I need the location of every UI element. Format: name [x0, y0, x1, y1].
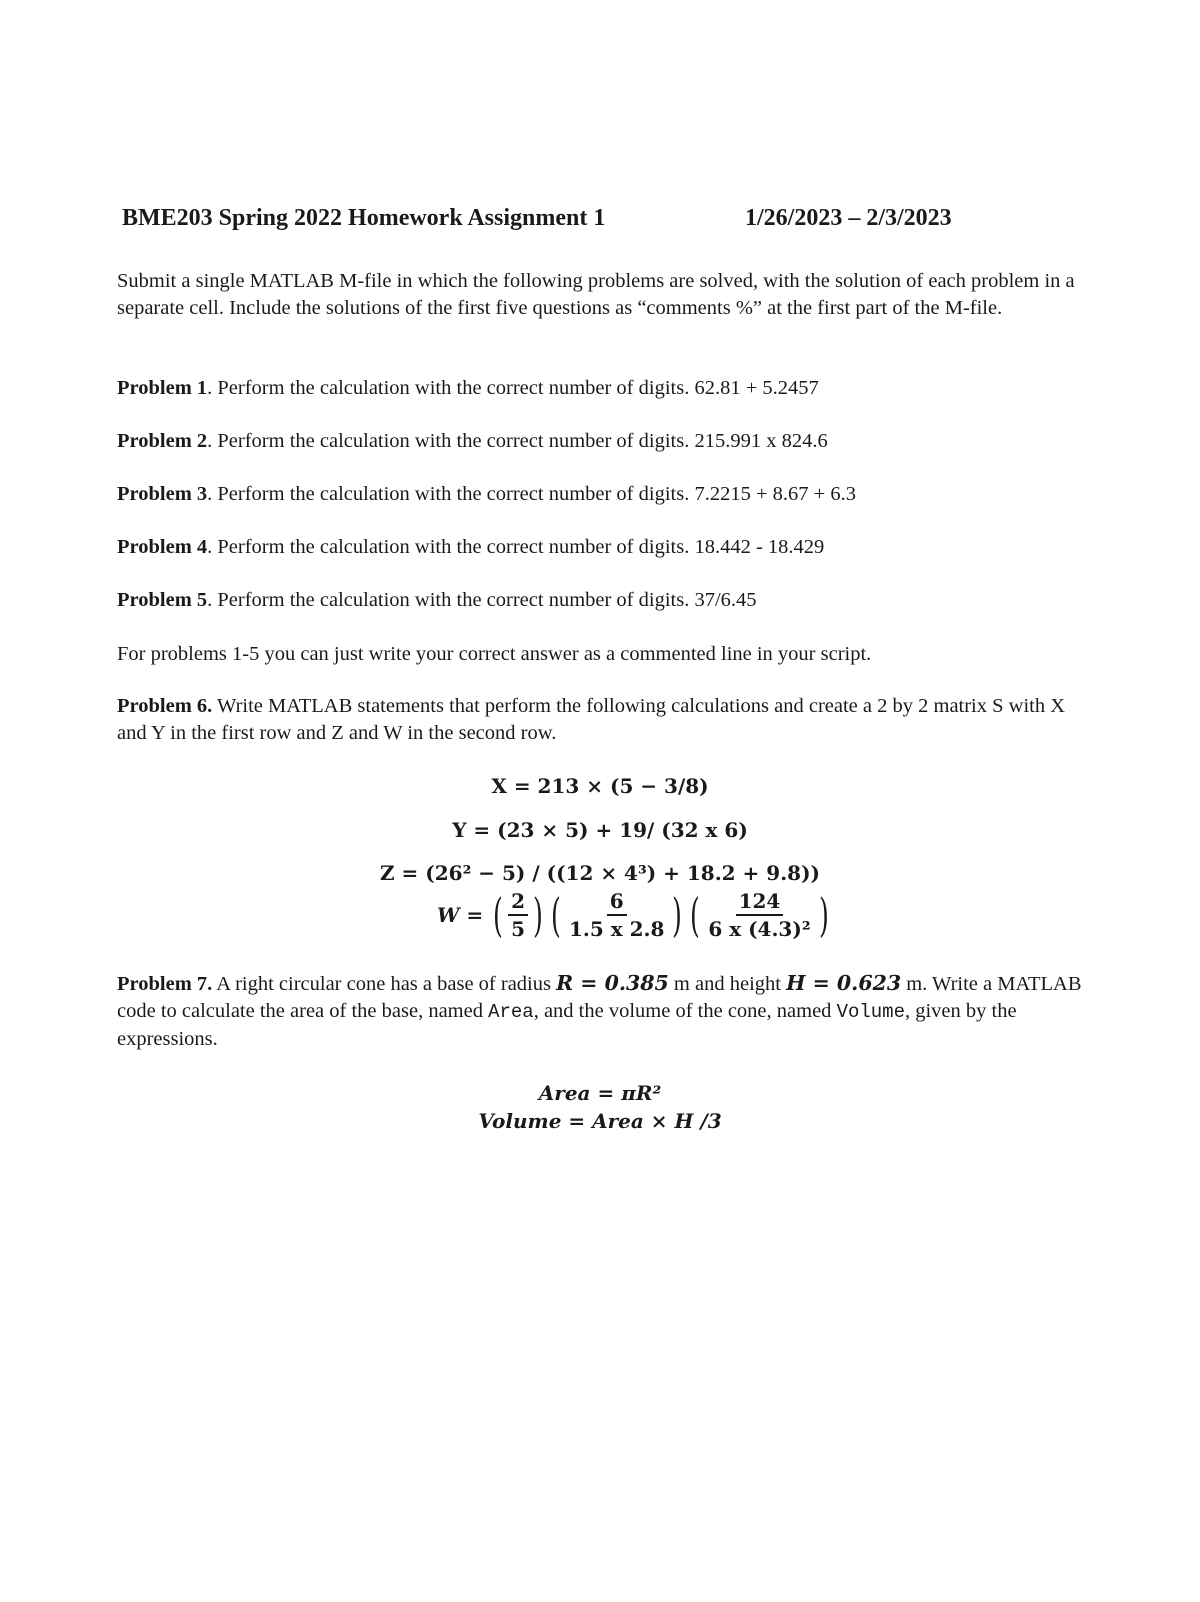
assignment-dates: 1/26/2023 – 2/3/2023 [745, 205, 952, 231]
fraction-denominator: 5 [511, 917, 526, 941]
problem-text: , given by the expressions. [117, 1000, 1017, 1050]
right-paren: ) [672, 888, 683, 942]
problem-text: . Perform the calculation with the correct number of digits. 37/6.45 [207, 589, 757, 611]
equation-w [437, 885, 833, 945]
problem-label: Problem 3 [117, 483, 208, 505]
problem-text: , and the volume of the cone, named [533, 1000, 837, 1022]
problem-text: . Perform the calculation with the correct number of digits. 215.991 x 824.6 [207, 430, 828, 452]
equation-x: X = 213 × (5 − 3/8) [491, 774, 709, 798]
problem-7 [117, 970, 1082, 1053]
fraction-3 [705, 889, 813, 941]
fraction-numerator: 2 [508, 889, 528, 916]
fraction-2 [566, 889, 667, 941]
problem-text: . Perform the calculation with the correct number of digits. 18.442 - 18.429 [207, 536, 825, 558]
problems-1-5-note: For problems 1-5 you can just write your correct answer as a commented line in your script. [117, 643, 872, 665]
problem-label: Problem 2 [117, 430, 208, 452]
fraction-numerator: 124 [736, 889, 784, 916]
problem-label: Problem 4 [117, 536, 208, 558]
problem-5 [117, 587, 1082, 614]
problem-text: . Perform the calculation with the correct number of digits. 62.81 + 5.2457 [207, 377, 819, 399]
formula-volume: Volume = Area × H /3 [478, 1109, 722, 1133]
equation-w-lhs: W = [437, 903, 484, 927]
fraction-denominator: 1.5 x 2.8 [568, 917, 665, 941]
problem-1 [117, 375, 1082, 402]
equation-z: Z = (26² − 5) / ((12 × 4³) + 18.2 + 9.8)) [379, 861, 820, 885]
left-paren: ( [493, 888, 504, 942]
left-paren: ( [551, 888, 561, 942]
right-paren: ) [533, 888, 543, 942]
assignment-title: BME203 Spring 2022 Homework Assignment 1 [122, 205, 606, 231]
problem-text: m. Write a MATLAB code to calculate the area of the base, named [117, 973, 1082, 1022]
left-paren: ( [690, 888, 701, 942]
intro-paragraph: Submit a single MATLAB M-file in which the following problems are solved, with the solution of each problem in a separate cell. Include the solutions of the first five questions as “comments %” at the first part of the M-file. [117, 270, 1075, 319]
equation-y: Y = (23 × 5) + 19/ (32 x 6) [452, 818, 748, 842]
problem-text: m and height [668, 973, 787, 995]
problem-label: Problem 1 [117, 377, 208, 399]
problem-label: Problem 5 [117, 589, 208, 611]
problem-text: . Perform the calculation with the correct number of digits. 7.2215 + 8.67 + 6.3 [207, 483, 856, 505]
problem-2 [117, 428, 1082, 455]
problem-3 [117, 481, 1082, 508]
problem-label: Problem 6. [117, 695, 213, 717]
right-paren: ) [818, 888, 829, 942]
height-expression: H = 0.623 [786, 971, 902, 995]
problem-4 [117, 534, 1082, 561]
problem-6 [117, 693, 1082, 747]
radius-expression: R = 0.385 [556, 971, 669, 995]
volume-variable-name: Volume [836, 1001, 905, 1023]
document-header [122, 205, 1002, 232]
fraction-denominator: 6 x (4.3)² [708, 917, 811, 941]
problem-label: Problem 7. [117, 973, 213, 995]
formula-area: Area = πR² [538, 1081, 662, 1105]
area-variable-name: Area [488, 1001, 534, 1023]
fraction-1 [508, 889, 528, 941]
fraction-numerator: 6 [607, 889, 627, 916]
problem-text: A right circular cone has a base of radius [212, 973, 557, 995]
problem-text: Write MATLAB statements that perform the following calculations and create a 2 by 2 matrix S with X and Y in the first row and Z and W in the second row. [117, 695, 1066, 744]
